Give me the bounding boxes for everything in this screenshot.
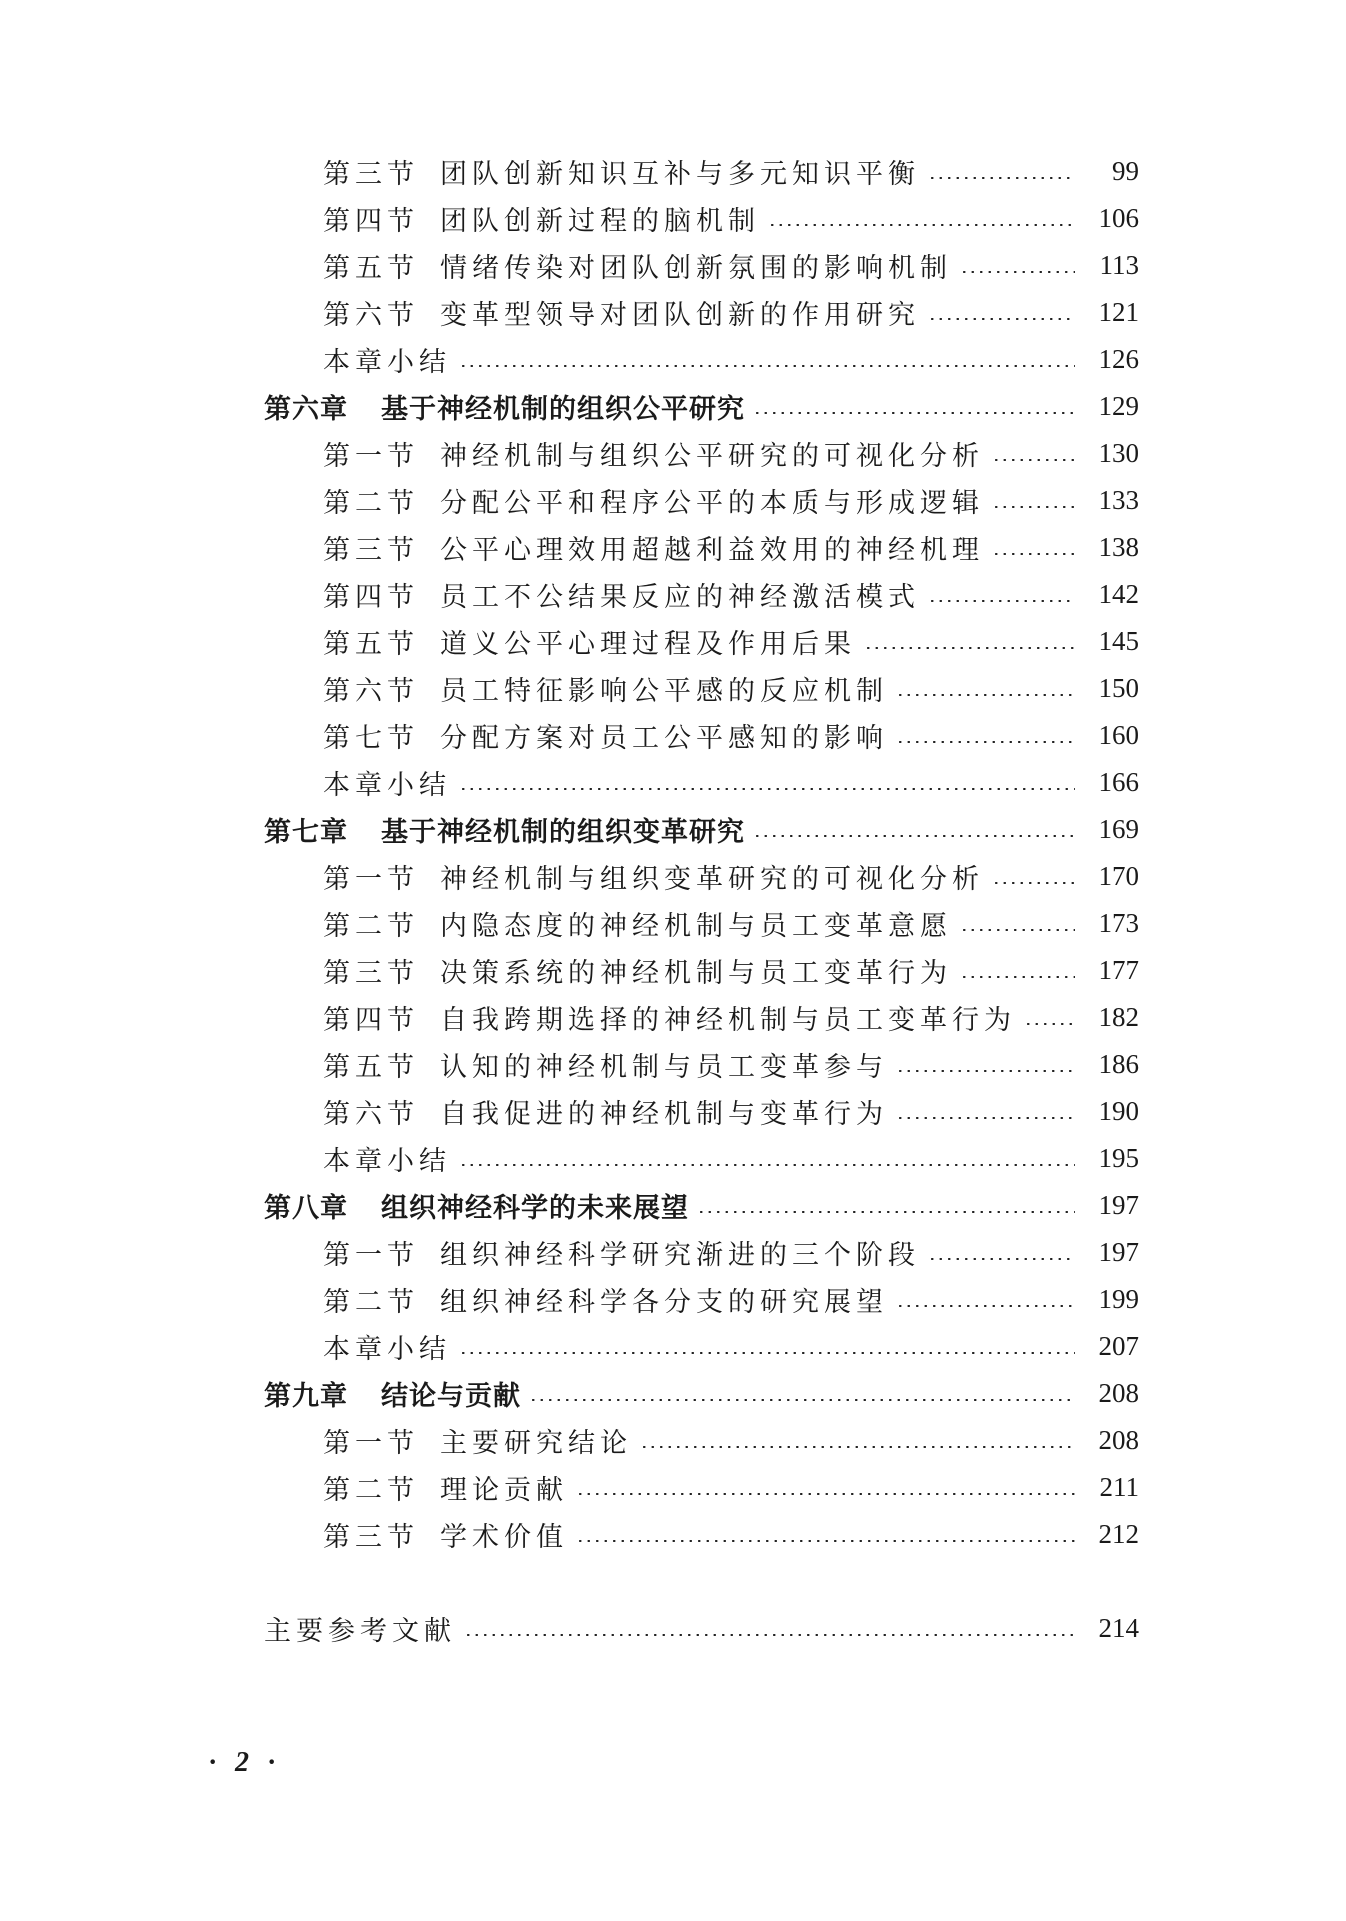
dot-leader [576, 1493, 1075, 1495]
dot-leader [529, 1399, 1075, 1401]
dot-leader [992, 553, 1075, 555]
toc-entry-page: 145 [1098, 626, 1139, 656]
toc-section-entry [0, 994, 1346, 1041]
dot-leader [992, 506, 1075, 508]
toc-entry-title: 员工不公结果反应的神经激活模式 [440, 582, 920, 613]
dot-leader [896, 1117, 1075, 1119]
toc-entry-number: 第六节 [323, 1099, 419, 1130]
toc-entry-title: 本章小结 [323, 347, 451, 378]
toc-entry-number: 第四节 [323, 582, 419, 613]
toc-entry-title: 神经机制与组织变革研究的可视化分析 [440, 864, 984, 895]
toc-section-entry [0, 1041, 1346, 1088]
toc-entry-number: 第六节 [323, 300, 419, 331]
toc-entry-number: 第五节 [323, 629, 419, 660]
toc-section-entry [0, 1276, 1346, 1323]
toc-entry-title: 学术价值 [440, 1522, 568, 1553]
toc-entry-title: 基于神经机制的组织公平研究 [381, 394, 745, 425]
toc-entry-page: 142 [1098, 579, 1139, 609]
dot-leader [928, 600, 1075, 602]
toc-entry-number: 第一节 [323, 1240, 419, 1271]
toc-entry-number: 第九章 [264, 1381, 348, 1412]
toc-entry-page: 133 [1098, 485, 1139, 515]
toc-entry-page: 197 [1098, 1190, 1139, 1220]
toc-entry-title: 决策系统的神经机制与员工变革行为 [440, 958, 952, 989]
toc-section-entry [0, 1323, 1346, 1370]
toc-entry-number: 第六章 [264, 394, 348, 425]
toc-section-entry [0, 618, 1346, 665]
toc-entry-page: 212 [1098, 1519, 1139, 1549]
dot-leader [768, 224, 1075, 226]
page-number: · 2 · [209, 1747, 281, 1778]
toc-chapter-entry [0, 806, 1346, 853]
toc-references-entry [0, 1605, 1346, 1652]
dot-leader [960, 929, 1075, 931]
dot-leader [464, 1634, 1075, 1636]
toc-entry-page: 166 [1098, 767, 1139, 797]
toc-entry-page: 169 [1098, 814, 1139, 844]
toc-entry-page: 129 [1098, 391, 1139, 421]
toc-section-entry [0, 900, 1346, 947]
toc-entry-page: 99 [1112, 156, 1139, 186]
dot-leader [459, 1352, 1075, 1354]
toc-entry-title: 理论贡献 [440, 1475, 568, 1506]
toc-section-entry [0, 1511, 1346, 1558]
toc-entry-page: 170 [1098, 861, 1139, 891]
dot-leader [960, 271, 1075, 273]
toc-chapter-entry [0, 1182, 1346, 1229]
toc-entry-number: 第二节 [323, 1475, 419, 1506]
toc-entry-title: 本章小结 [323, 1146, 451, 1177]
toc-entry-page: 138 [1098, 532, 1139, 562]
toc-entry-title: 组织神经科学各分支的研究展望 [440, 1287, 888, 1318]
toc-chapter-entry [0, 1370, 1346, 1417]
toc-entry-number: 第三节 [323, 159, 419, 190]
toc-entry-title: 组织神经科学的未来展望 [381, 1193, 689, 1224]
toc-entry-number: 第五节 [323, 1052, 419, 1083]
dot-leader [896, 694, 1075, 696]
toc-entry-title: 主要参考文献 [264, 1616, 456, 1647]
toc-section-entry [0, 947, 1346, 994]
toc-entry-title: 认知的神经机制与员工变革参与 [440, 1052, 888, 1083]
toc-entry-page: 214 [1098, 1613, 1139, 1643]
toc-entry-number: 第三节 [323, 958, 419, 989]
toc-entry-page: 130 [1098, 438, 1139, 468]
toc-entry-page: 208 [1098, 1378, 1139, 1408]
toc-section-entry [0, 759, 1346, 806]
toc-entry-title: 组织神经科学研究渐进的三个阶段 [440, 1240, 920, 1271]
dot-leader [1024, 1023, 1075, 1025]
toc-chapter-entry [0, 383, 1346, 430]
dot-leader [697, 1211, 1075, 1213]
toc-section-entry [0, 571, 1346, 618]
dot-leader [459, 365, 1075, 367]
toc-section-entry [0, 1464, 1346, 1511]
dot-leader [753, 412, 1075, 414]
toc-entry-title: 道义公平心理过程及作用后果 [440, 629, 856, 660]
toc-entry-page: 208 [1098, 1425, 1139, 1455]
toc-entry-number: 第四节 [323, 206, 419, 237]
toc-section-entry [0, 524, 1346, 571]
dot-leader [459, 1164, 1075, 1166]
toc-entry-title: 自我促进的神经机制与变革行为 [440, 1099, 888, 1130]
toc-entry-page: 197 [1098, 1237, 1139, 1267]
toc-entry-page: 160 [1098, 720, 1139, 750]
dot-leader [928, 1258, 1075, 1260]
toc-entry-number: 第二节 [323, 911, 419, 942]
toc-entry-page: 211 [1099, 1472, 1139, 1502]
toc-entry-number: 第一节 [323, 1428, 419, 1459]
toc-entry-title: 本章小结 [323, 770, 451, 801]
toc-entry-page: 106 [1098, 203, 1139, 233]
toc-entry-number: 第七章 [264, 817, 348, 848]
toc-section-entry [0, 336, 1346, 383]
toc-entry-title: 本章小结 [323, 1334, 451, 1365]
toc-entry-title: 公平心理效用超越利益效用的神经机理 [440, 535, 984, 566]
toc-entry-title: 内隐态度的神经机制与员工变革意愿 [440, 911, 952, 942]
toc-section-entry [0, 430, 1346, 477]
toc-entry-page: 190 [1098, 1096, 1139, 1126]
toc-entry-number: 第五节 [323, 253, 419, 284]
toc-entry-page: 121 [1098, 297, 1139, 327]
toc-entry-title: 团队创新过程的脑机制 [440, 206, 760, 237]
toc-entry-number: 第七节 [323, 723, 419, 754]
dot-leader [928, 318, 1075, 320]
dot-leader [896, 741, 1075, 743]
toc-entry-page: 126 [1098, 344, 1139, 374]
toc-entry-page: 182 [1098, 1002, 1139, 1032]
toc-entry-title: 分配公平和程序公平的本质与形成逻辑 [440, 488, 984, 519]
toc-entry-number: 第二节 [323, 1287, 419, 1318]
toc-entry-number: 第二节 [323, 488, 419, 519]
dot-leader [753, 835, 1075, 837]
dot-leader [992, 459, 1075, 461]
toc-entry-number: 第四节 [323, 1005, 419, 1036]
dot-leader [459, 788, 1075, 790]
toc-entry-page: 207 [1098, 1331, 1139, 1361]
toc-entry-page: 150 [1098, 673, 1139, 703]
toc-entry-page: 113 [1099, 250, 1139, 280]
toc-entry-number: 第三节 [323, 1522, 419, 1553]
dot-leader [928, 177, 1075, 179]
toc-section-entry [0, 1229, 1346, 1276]
toc-entry-title: 结论与贡献 [381, 1381, 521, 1412]
dot-leader [896, 1070, 1075, 1072]
toc-entry-page: 195 [1098, 1143, 1139, 1173]
toc-entry-title: 神经机制与组织公平研究的可视化分析 [440, 441, 984, 472]
table-of-contents [0, 148, 1346, 1652]
toc-section-entry [0, 1088, 1346, 1135]
toc-section-entry [0, 477, 1346, 524]
toc-entry-title: 主要研究结论 [440, 1428, 632, 1459]
toc-section-entry [0, 1135, 1346, 1182]
toc-entry-title: 团队创新知识互补与多元知识平衡 [440, 159, 920, 190]
toc-entry-page: 199 [1098, 1284, 1139, 1314]
toc-entry-number: 第六节 [323, 676, 419, 707]
toc-section-entry [0, 148, 1346, 195]
toc-section-entry [0, 665, 1346, 712]
dot-leader [992, 882, 1075, 884]
dot-leader [576, 1540, 1075, 1542]
toc-section-entry [0, 712, 1346, 759]
dot-leader [960, 976, 1075, 978]
toc-section-entry [0, 1417, 1346, 1464]
toc-entry-number: 第一节 [323, 864, 419, 895]
toc-entry-title: 员工特征影响公平感的反应机制 [440, 676, 888, 707]
toc-entry-page: 173 [1098, 908, 1139, 938]
toc-entry-page: 186 [1098, 1049, 1139, 1079]
toc-entry-number: 第八章 [264, 1193, 348, 1224]
toc-entry-number: 第一节 [323, 441, 419, 472]
dot-leader [896, 1305, 1075, 1307]
toc-entry-title: 自我跨期选择的神经机制与员工变革行为 [440, 1005, 1016, 1036]
toc-entry-title: 分配方案对员工公平感知的影响 [440, 723, 888, 754]
toc-section-entry [0, 195, 1346, 242]
dot-leader [864, 647, 1075, 649]
toc-entry-title: 基于神经机制的组织变革研究 [381, 817, 745, 848]
toc-entry-number: 第三节 [323, 535, 419, 566]
toc-section-entry [0, 853, 1346, 900]
toc-section-entry [0, 242, 1346, 289]
dot-leader [640, 1446, 1075, 1448]
toc-section-entry [0, 289, 1346, 336]
toc-entry-title: 情绪传染对团队创新氛围的影响机制 [440, 253, 952, 284]
toc-entry-page: 177 [1098, 955, 1139, 985]
toc-entry-title: 变革型领导对团队创新的作用研究 [440, 300, 920, 331]
